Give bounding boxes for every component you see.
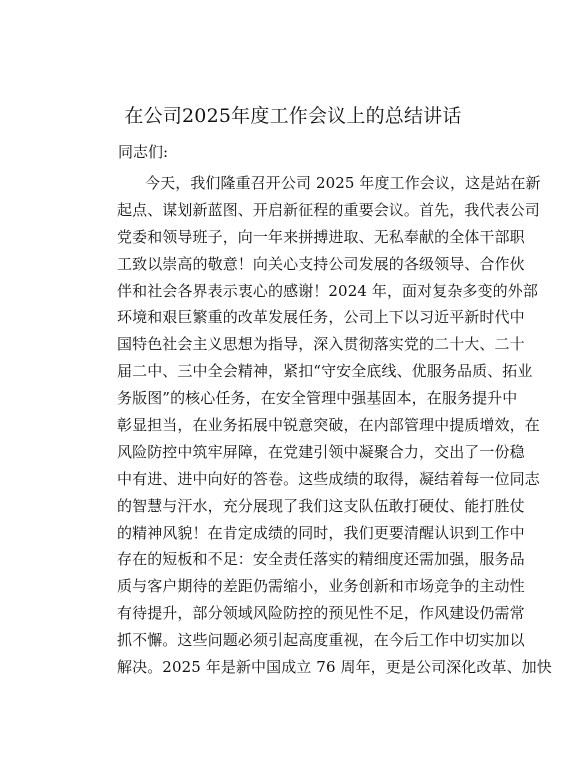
body-line: 中有进、进中向好的答卷。这些成绩的取得，凝结着每一位同志 xyxy=(117,469,540,488)
body-line: 质与客户期待的差距仍需缩小，业务创新和市场竞争的主动性 xyxy=(117,577,525,596)
document-title: 在公司2025年度工作会议上的总结讲话 xyxy=(124,105,462,127)
body-line: 存在的短板和不足：安全责任落实的精细度还需加强，服务品 xyxy=(117,550,525,569)
body-line: 彰显担当，在业务拓展中锐意突破，在内部管理中提质增效，在 xyxy=(117,416,540,435)
speech-body xyxy=(117,170,552,681)
body-line: 解决。2025 年是新中国成立 76 周年，更是公司深化改革、加快 xyxy=(117,658,552,677)
body-line: 党委和领导班子，向一年来拼搏进取、无私奉献的全体干部职 xyxy=(117,227,525,246)
body-line: 有待提升，部分领域风险防控的预见性不足，作风建设仍需常 xyxy=(117,604,525,623)
body-line: 届二中、三中全会精神，紧扣“守安全底线、优服务品质、拓业 xyxy=(117,362,533,381)
body-line: 的精神风貌！在肯定成绩的同时，我们更要清醒认识到工作中 xyxy=(117,523,525,542)
body-line: 工致以崇高的敬意！向关心支持公司发展的各级领导、合作伙 xyxy=(117,254,525,273)
body-line: 环境和艰巨繁重的改革发展任务，公司上下以习近平新时代中 xyxy=(117,308,525,327)
body-line: 伴和社会各界表示衷心的感谢！2024 年，面对复杂多变的外部 xyxy=(117,281,538,300)
body-line: 务版图”的核心任务，在安全管理中强基固本，在服务提升中 xyxy=(117,389,518,408)
salutation: 同志们: xyxy=(118,143,169,161)
body-line: 起点、谋划新蓝图、开启新征程的重要会议。首先，我代表公司 xyxy=(117,200,540,219)
body-line: 抓不懈。这些问题必须引起高度重视，在今后工作中切实加以 xyxy=(117,631,525,650)
body-line: 今天，我们隆重召开公司 2025 年度工作会议，这是站在新 xyxy=(145,174,541,192)
body-line: 国特色社会主义思想为指导，深入贯彻落实党的二十大、二十 xyxy=(117,335,525,354)
body-line: 的智慧与汗水，充分展现了我们这支队伍敢打硬仗、能打胜仗 xyxy=(117,496,525,515)
body-line: 风险防控中筑牢屏障，在党建引领中凝聚合力，交出了一份稳 xyxy=(117,442,525,461)
